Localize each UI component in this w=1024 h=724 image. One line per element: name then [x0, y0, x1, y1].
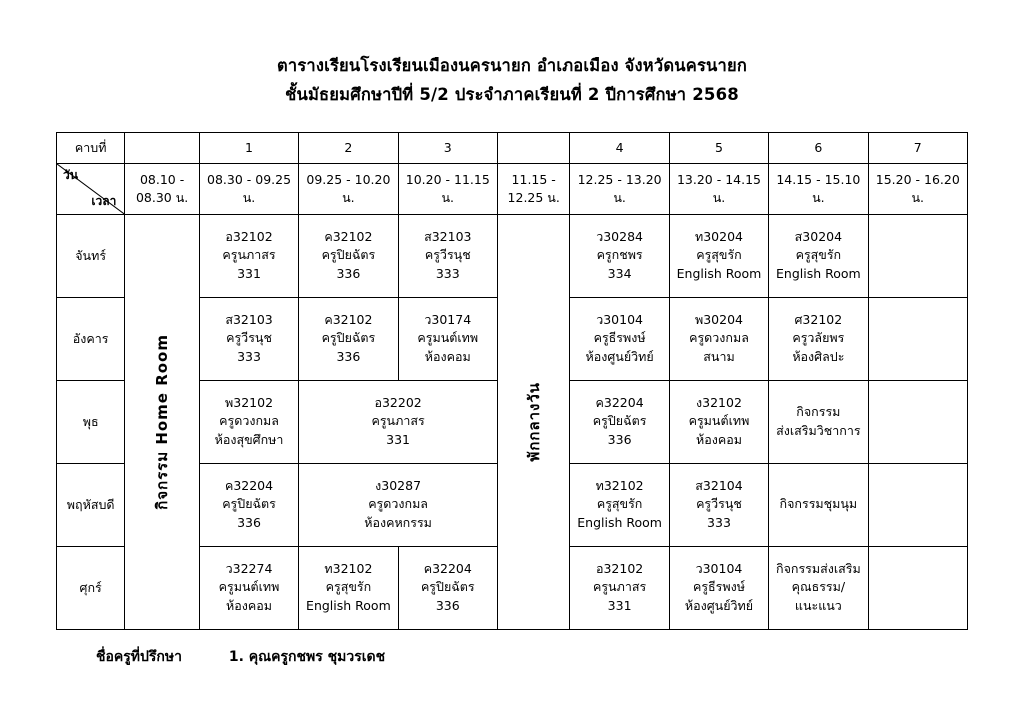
corner-time-label: เวลา	[91, 194, 117, 209]
subject-code: ง30287	[375, 477, 422, 493]
room-name: 331	[386, 432, 411, 448]
class-cell-fri-p7	[868, 546, 967, 629]
class-cell-thu-p6	[769, 463, 868, 546]
teacher-name: ครูนภาสร	[371, 413, 425, 429]
header-homeroom-blank	[125, 132, 200, 163]
time-period-6: 14.15 - 15.10 น.	[769, 163, 868, 214]
teacher-name: ครูสุขรัก	[795, 247, 842, 263]
teacher-name: ครูสุขรัก	[696, 247, 742, 263]
time-period-3: 10.20 - 11.15 น.	[398, 163, 497, 214]
room-name: English Room	[676, 266, 762, 282]
subject-code: ส30204	[794, 228, 843, 244]
time-row	[57, 163, 968, 214]
subject-code: อ32202	[374, 394, 422, 410]
teacher-name: ครูวลัยพร	[792, 330, 845, 346]
room-name: ห้องศูนย์วิทย์	[684, 598, 754, 614]
subject-code: ง32102	[696, 394, 742, 410]
header-period-7: 7	[868, 132, 967, 163]
teacher-name: ครูวีรนุช	[226, 330, 272, 346]
day-time-corner-cell	[57, 163, 125, 214]
subject-code: ศ32102	[794, 311, 843, 327]
advisor-name: 1. คุณครูกชพร ชุมวรเดช	[228, 648, 386, 665]
homeroom-label: กิจกรรม Home Room	[153, 333, 172, 510]
header-period-5: 5	[669, 132, 768, 163]
class-cell-thu-p4	[570, 463, 669, 546]
homeroom-cell	[125, 214, 200, 629]
subject-code: ว30104	[596, 311, 643, 327]
teacher-name: ครูปิยฉัตร	[592, 413, 647, 429]
class-cell-mon-p6	[769, 214, 868, 297]
teacher-name: ครูมนต์เทพ	[688, 413, 750, 429]
room-name: ห้องคอม	[226, 598, 273, 614]
time-homeroom	[125, 163, 200, 214]
subject-code: ท32102	[595, 477, 644, 493]
subject-code: ว30174	[424, 311, 472, 327]
activity-detail: ส่งเสริมวิชาการ	[776, 422, 861, 438]
teacher-name: ครูปิยฉัตร	[321, 330, 376, 346]
teacher-name: ครูวีรนุช	[696, 496, 742, 512]
class-cell-thu-p2-p3	[299, 463, 498, 546]
class-cell-mon-p2	[299, 214, 398, 297]
class-cell-thu-p7	[868, 463, 967, 546]
table-header-row	[57, 132, 968, 163]
time-homeroom-text: 08.10 - 08.30 น.	[135, 171, 189, 205]
class-cell-mon-p4	[570, 214, 669, 297]
class-cell-mon-p1	[199, 214, 298, 297]
class-cell-tue-p2	[299, 297, 398, 380]
header-period-4: 4	[570, 132, 669, 163]
subject-code: ค32204	[595, 394, 644, 410]
class-cell-mon-p3	[398, 214, 497, 297]
schedule-table	[56, 132, 968, 630]
teacher-name: ครูดวงกมล	[368, 496, 428, 512]
teacher-name: ครูปิยฉัตร	[420, 579, 475, 595]
teacher-name: ครูปิยฉัตร	[222, 496, 276, 512]
class-cell-tue-p1	[199, 297, 298, 380]
teacher-name: ครูปิยฉัตร	[321, 247, 376, 263]
class-cell-mon-p5	[669, 214, 768, 297]
header-lunch-blank	[497, 132, 569, 163]
subject-code: ว32274	[225, 560, 273, 576]
class-cell-fri-p6	[769, 546, 868, 629]
day-label-wednesday: พุธ	[57, 380, 125, 463]
room-name: ห้องศูนย์วิทย์	[585, 349, 654, 365]
room-name: 336	[435, 598, 460, 614]
day-label-monday: จันทร์	[57, 214, 125, 297]
class-cell-wed-p4	[570, 380, 669, 463]
class-cell-wed-p1	[199, 380, 298, 463]
title-line-1: ตารางเรียนโรงเรียนเมืองนครนายก อำเภอเมือง จังหวัดนครนายก	[276, 56, 748, 75]
subject-code: ว30104	[695, 560, 743, 576]
subject-code: ค32102	[324, 311, 373, 327]
page-title	[56, 52, 968, 110]
teacher-name: ครูนภาสร	[222, 247, 276, 263]
room-name: ห้องคอม	[696, 432, 742, 448]
room-name: สนาม	[703, 349, 735, 365]
activity-detail: คุณธรรม/	[791, 579, 846, 595]
room-name: 334	[607, 266, 632, 282]
class-cell-thu-p1	[199, 463, 298, 546]
room-name: 336	[607, 432, 632, 448]
header-period-1: 1	[199, 132, 298, 163]
room-name: English Room	[577, 515, 662, 531]
class-cell-fri-p4	[570, 546, 669, 629]
day-label-tuesday: อังคาร	[57, 297, 125, 380]
teacher-name: ครูธีรพงษ์	[593, 330, 646, 346]
advisor-footer	[56, 646, 968, 668]
room-name: 333	[435, 266, 460, 282]
class-cell-mon-p7	[868, 214, 967, 297]
room-name: ห้องสุขศึกษา	[214, 432, 284, 448]
class-cell-tue-p5	[669, 297, 768, 380]
room-name: 336	[237, 515, 261, 531]
class-cell-tue-p3	[398, 297, 497, 380]
teacher-name: ครูนภาสร	[592, 579, 647, 595]
class-cell-wed-p7	[868, 380, 967, 463]
subject-code: ค32204	[224, 477, 274, 493]
class-cell-fri-p3	[398, 546, 497, 629]
class-cell-wed-p5	[669, 380, 768, 463]
header-period-label: คาบที่	[57, 132, 125, 163]
teacher-name: ครูมนต์เทพ	[218, 579, 280, 595]
teacher-name: ครูสุขรัก	[596, 496, 643, 512]
class-cell-tue-p7	[868, 297, 967, 380]
time-period-4: 12.25 - 13.20 น.	[570, 163, 669, 214]
time-period-7: 15.20 - 16.20 น.	[868, 163, 967, 214]
class-cell-fri-p5	[669, 546, 768, 629]
room-name: 336	[336, 349, 361, 365]
subject-code: ค32102	[324, 228, 373, 244]
class-cell-thu-p5	[669, 463, 768, 546]
teacher-name: ครูวีรนุช	[424, 247, 471, 263]
teacher-name: ครูดวงกมล	[219, 413, 279, 429]
table-row	[57, 214, 968, 297]
header-period-2: 2	[299, 132, 398, 163]
activity-name: กิจกรรม	[796, 404, 841, 419]
time-period-2: 09.25 - 10.20 น.	[299, 163, 398, 214]
day-label-friday: ศุกร์	[57, 546, 125, 629]
time-period-1: 08.30 - 09.25 น.	[199, 163, 298, 214]
subject-code: พ32102	[225, 394, 274, 410]
time-lunch: 11.15 - 12.25 น.	[497, 163, 569, 214]
subject-code: ค32204	[423, 560, 472, 576]
subject-code: ท30204	[694, 228, 743, 244]
subject-code: ส32103	[424, 228, 472, 244]
lunch-label: พักกลางวัน	[524, 381, 543, 462]
subject-code: ส32103	[225, 311, 273, 327]
class-cell-fri-p1	[199, 546, 298, 629]
teacher-name: ครูดวงกมล	[689, 330, 749, 346]
room-name: 336	[336, 266, 361, 282]
room-name: 331	[237, 266, 261, 282]
room-name: ห้องศิลปะ	[792, 349, 845, 365]
subject-code: อ32102	[225, 228, 273, 244]
teacher-name: ครูสุขรัก	[325, 579, 372, 595]
title-line-2: ชั้นมัธยมศึกษาปีที่ 5/2 ประจำภาคเรียนที่ 2 ปีการศึกษา 2568	[285, 84, 739, 104]
activity-name: กิจกรรมส่งเสริม	[776, 560, 861, 576]
room-name: 333	[237, 349, 261, 365]
room-name: English Room	[776, 266, 861, 282]
header-period-6: 6	[769, 132, 868, 163]
room-name: ห้องคหกรรม	[364, 515, 432, 531]
activity-name: กิจกรรมชุมนุม	[779, 496, 858, 512]
subject-code: ว30284	[596, 228, 643, 244]
subject-code: ส32104	[695, 477, 743, 493]
corner-day-label: วัน	[63, 167, 78, 182]
time-period-5: 13.20 - 14.15 น.	[669, 163, 768, 214]
advisor-label: ชื่อครูที่ปรึกษา	[96, 648, 182, 665]
subject-code: พ30204	[694, 311, 743, 327]
subject-code: ท32102	[324, 560, 373, 576]
room-name: English Room	[306, 598, 391, 614]
activity-detail-2: แนะแนว	[794, 598, 842, 614]
room-name: 331	[607, 598, 632, 614]
class-cell-wed-p6	[769, 380, 868, 463]
day-label-thursday: พฤหัสบดี	[57, 463, 125, 546]
room-name: 333	[707, 515, 731, 531]
teacher-name: ครูมนต์เทพ	[417, 330, 479, 346]
room-name: ห้องคอม	[424, 349, 471, 365]
subject-code: อ32102	[595, 560, 644, 576]
teacher-name: ครูธีรพงษ์	[692, 579, 745, 595]
class-cell-fri-p2	[299, 546, 398, 629]
class-cell-wed-p2-p3	[299, 380, 498, 463]
class-cell-tue-p6	[769, 297, 868, 380]
class-cell-tue-p4	[570, 297, 669, 380]
lunch-cell	[497, 214, 569, 629]
teacher-name: ครูกชพร	[596, 247, 643, 263]
header-period-3: 3	[398, 132, 497, 163]
